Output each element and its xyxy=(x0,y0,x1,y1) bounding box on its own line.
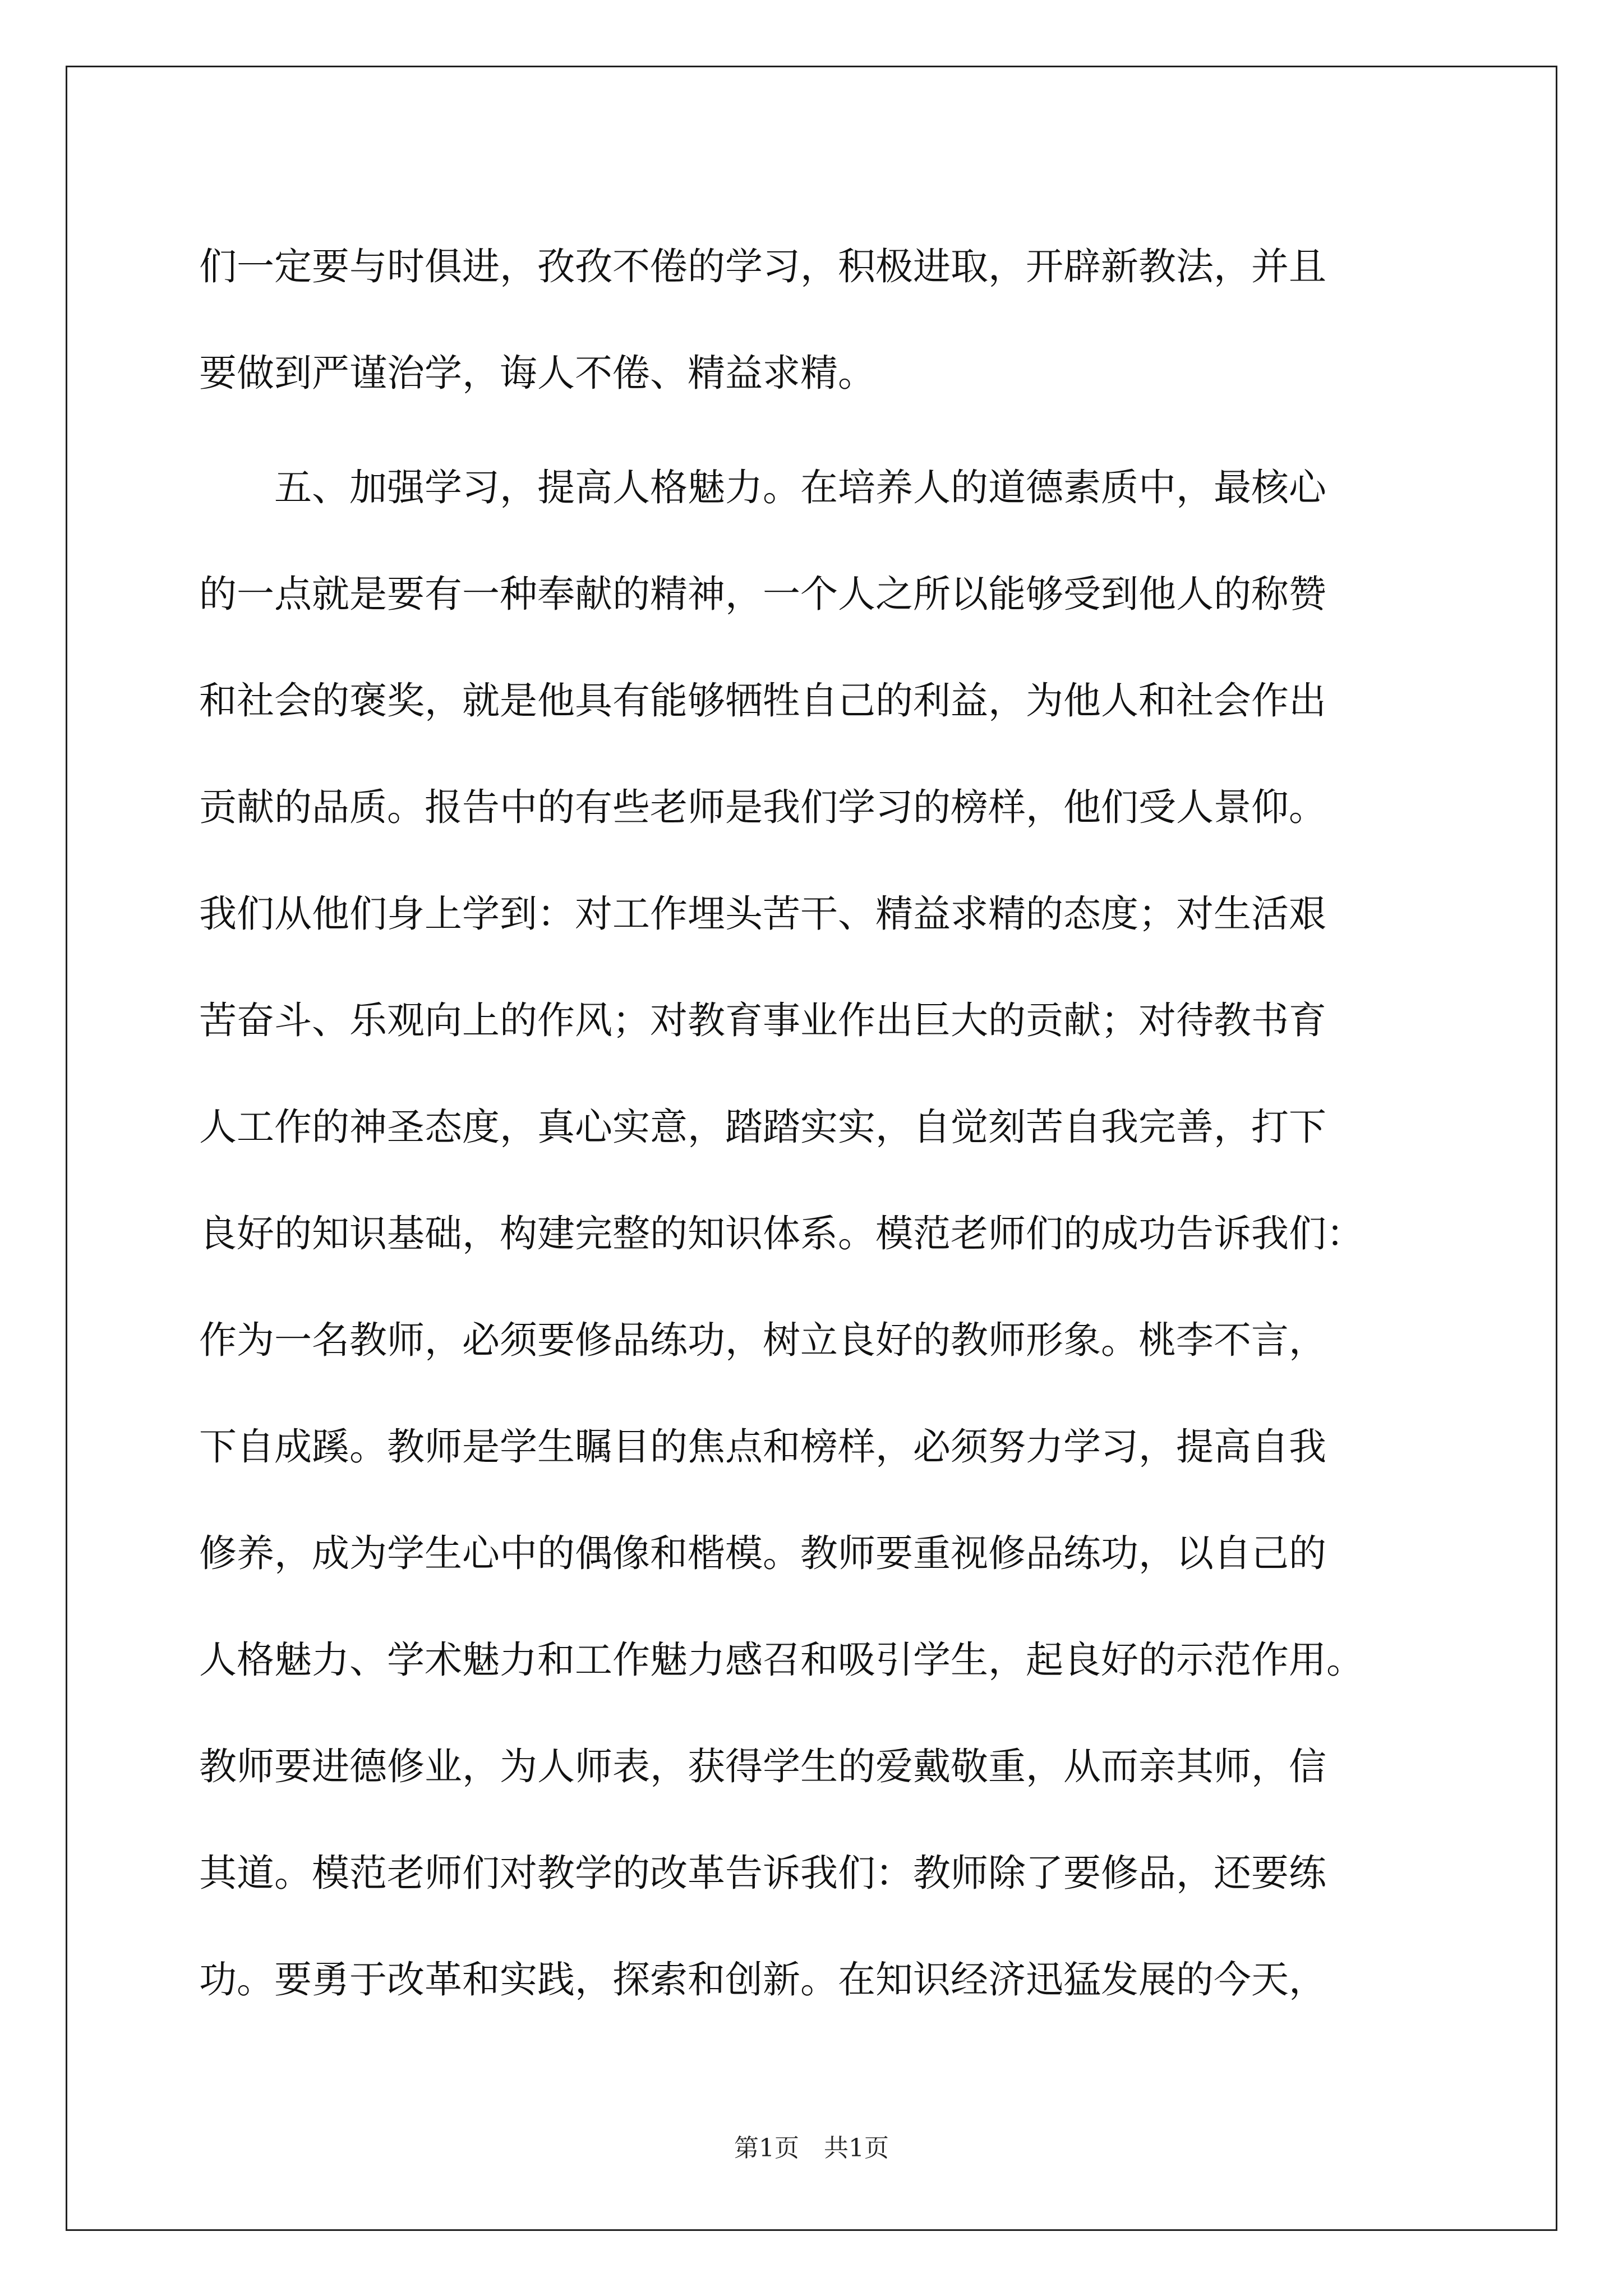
text-line: 们一定要与时俱进，孜孜不倦的学习，积极进取，开辟新教法，并且 xyxy=(199,245,1326,288)
text-line: 的一点就是要有一种奉献的精神，一个人之所以能够受到他人的称赞 xyxy=(199,572,1326,616)
text-line: 苦奋斗、乐观向上的作风；对教育事业作出巨大的贡献；对待教书育 xyxy=(199,999,1326,1042)
page-number: 第1页 xyxy=(734,2134,799,2162)
text-line: 教师要进德修业，为人师表，获得学生的爱戴敬重，从而亲其师，信 xyxy=(199,1745,1326,1788)
text-line: 其道。模范老师们对教学的改革告诉我们：教师除了要修品，还要练 xyxy=(199,1851,1326,1895)
text-line: 作为一名教师，必须要修品练功，树立良好的教师形象。桃李不言， xyxy=(199,1318,1326,1362)
document-body xyxy=(199,213,1433,2033)
text-line: 人工作的神圣态度，真心实意，踏踏实实，自觉刻苦自我完善，打下 xyxy=(199,1105,1326,1149)
page-total: 共1页 xyxy=(824,2134,889,2162)
page-footer xyxy=(0,2132,1623,2165)
text-line: 和社会的褒奖，就是他具有能够牺牲自己的利益，为他人和社会作出 xyxy=(199,679,1326,723)
text-line: 要做到严谨治学，诲人不倦、精益求精。 xyxy=(199,351,875,395)
text-line: 人格魅力、学术魅力和工作魅力感召和吸引学生，起良好的示范作用。 xyxy=(199,1638,1364,1682)
text-line: 良好的知识基础，构建完整的知识体系。模范老师们的成功告诉我们： xyxy=(199,1212,1364,1255)
text-line: 功。要勇于改革和实践，探索和创新。在知识经济迅猛发展的今天， xyxy=(199,1958,1326,2001)
text-line: 我们从他们身上学到：对工作埋头苦干、精益求精的态度；对生活艰 xyxy=(199,892,1326,936)
text-line: 修养，成为学生心中的偶像和楷模。教师要重视修品练功，以自己的 xyxy=(199,1531,1326,1575)
text-line: 贡献的品质。报告中的有些老师是我们学习的榜样，他们受人景仰。 xyxy=(199,785,1326,829)
text-line: 下自成蹊。教师是学生瞩目的焦点和榜样，必须努力学习，提高自我 xyxy=(199,1425,1326,1469)
text-line: 五、加强学习，提高人格魅力。在培养人的道德素质中，最核心 xyxy=(199,466,1326,509)
